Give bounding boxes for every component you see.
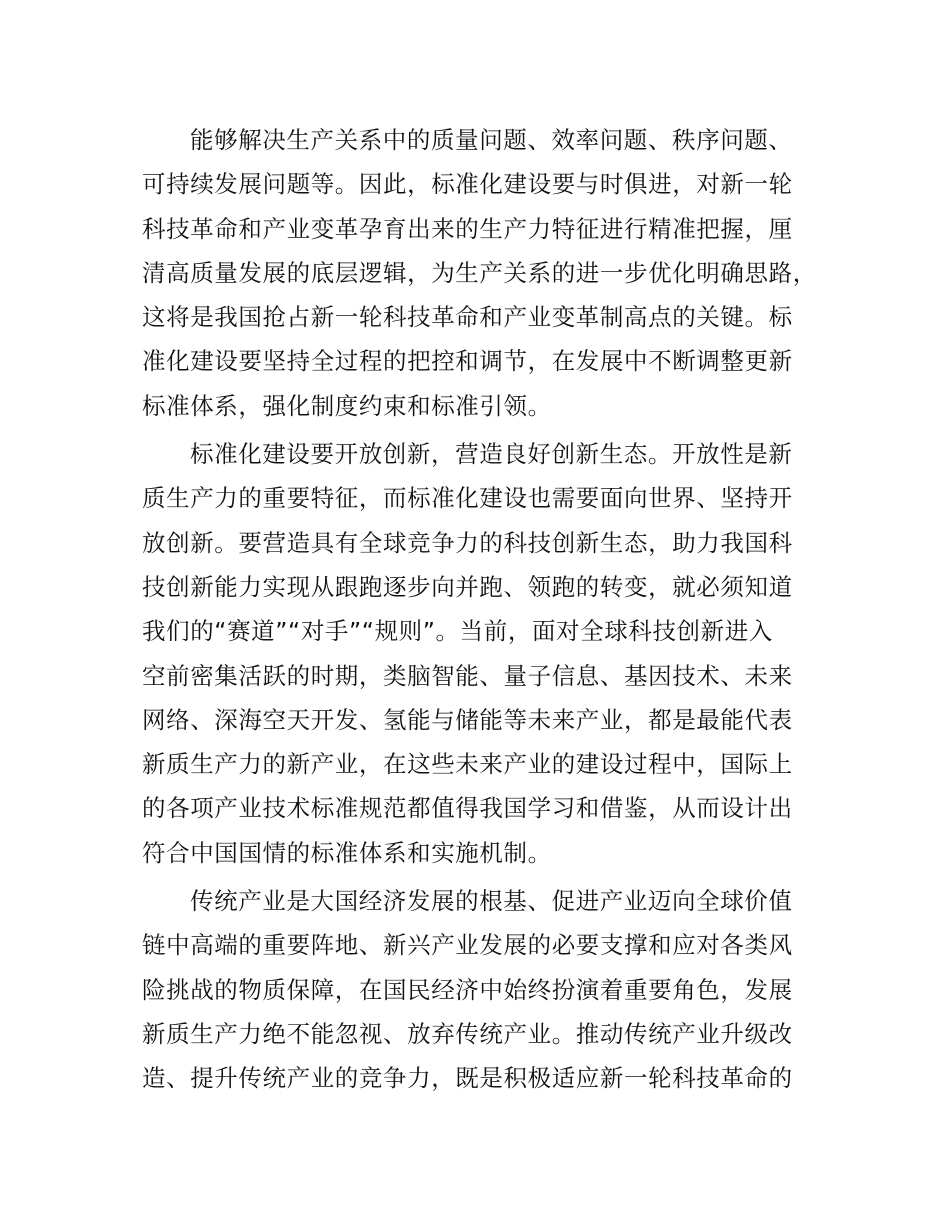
text-line: 空前密集活跃的时期，类脑智能、量子信息、基因技术、未来: [142, 661, 793, 690]
text-line: 科技革命和产业变革孕育出来的生产力特征进行精准把握，厘: [142, 214, 793, 243]
text-line: 准化建设要坚持全过程的把控和调节，在发展中不断调整更新: [142, 347, 793, 376]
document-body: [142, 118, 832, 1105]
text-line: 我们的“赛道”“对手”“规则”。当前，面对全球科技创新进入: [142, 617, 773, 646]
paragraph-2: [142, 432, 832, 875]
text-line: 符合中国国情的标准体系和实施机制。: [142, 838, 552, 867]
text-line: 险挑战的物质保障，在国民经济中始终扮演着重要角色，发展: [142, 975, 793, 1004]
text-line: 网络、深海空天开发、氢能与储能等未来产业，都是最能代表: [142, 705, 793, 734]
text-line: 可持续发展问题等。因此，标准化建设要与时俱进，对新一轮: [142, 170, 793, 199]
text-line: 这将是我国抢占新一轮科技革命和产业变革制高点的关键。标: [142, 303, 793, 332]
text-line: 标准化建设要开放创新，营造良好创新生态。开放性是新: [190, 440, 793, 469]
text-line: 新质生产力绝不能忽视、放弃传统产业。推动传统产业升级改: [142, 1019, 793, 1048]
paragraph-1: [142, 118, 832, 428]
text-line: 技创新能力实现从跟跑逐步向并跑、领跑的转变，就必须知道: [142, 572, 793, 601]
text-line: 能够解决生产关系中的质量问题、效率问题、秩序问题、: [190, 126, 793, 154]
text-line: 链中高端的重要阵地、新兴产业发展的必要支撑和应对各类风: [142, 931, 793, 960]
text-line: 标准体系，强化制度约束和标准引领。: [142, 391, 552, 420]
text-line: 新质生产力的新产业，在这些未来产业的建设过程中，国际上: [142, 750, 793, 779]
text-line: 清高质量发展的底层逻辑，为生产关系的进一步优化明确思路，: [142, 258, 817, 287]
text-line: 质生产力的重要特征，而标准化建设也需要面向世界、坚持开: [142, 484, 793, 513]
text-line: 造、提升传统产业的竞争力，既是积极适应新一轮科技革命的: [142, 1064, 793, 1093]
text-line: 放创新。要营造具有全球竞争力的科技创新生态，助力我国科: [142, 528, 793, 557]
text-line: 的各项产业技术标准规范都值得我国学习和借鉴，从而设计出: [142, 794, 793, 823]
paragraph-3: [142, 879, 832, 1100]
text-line: 传统产业是大国经济发展的根基、促进产业迈向全球价值: [190, 887, 793, 916]
